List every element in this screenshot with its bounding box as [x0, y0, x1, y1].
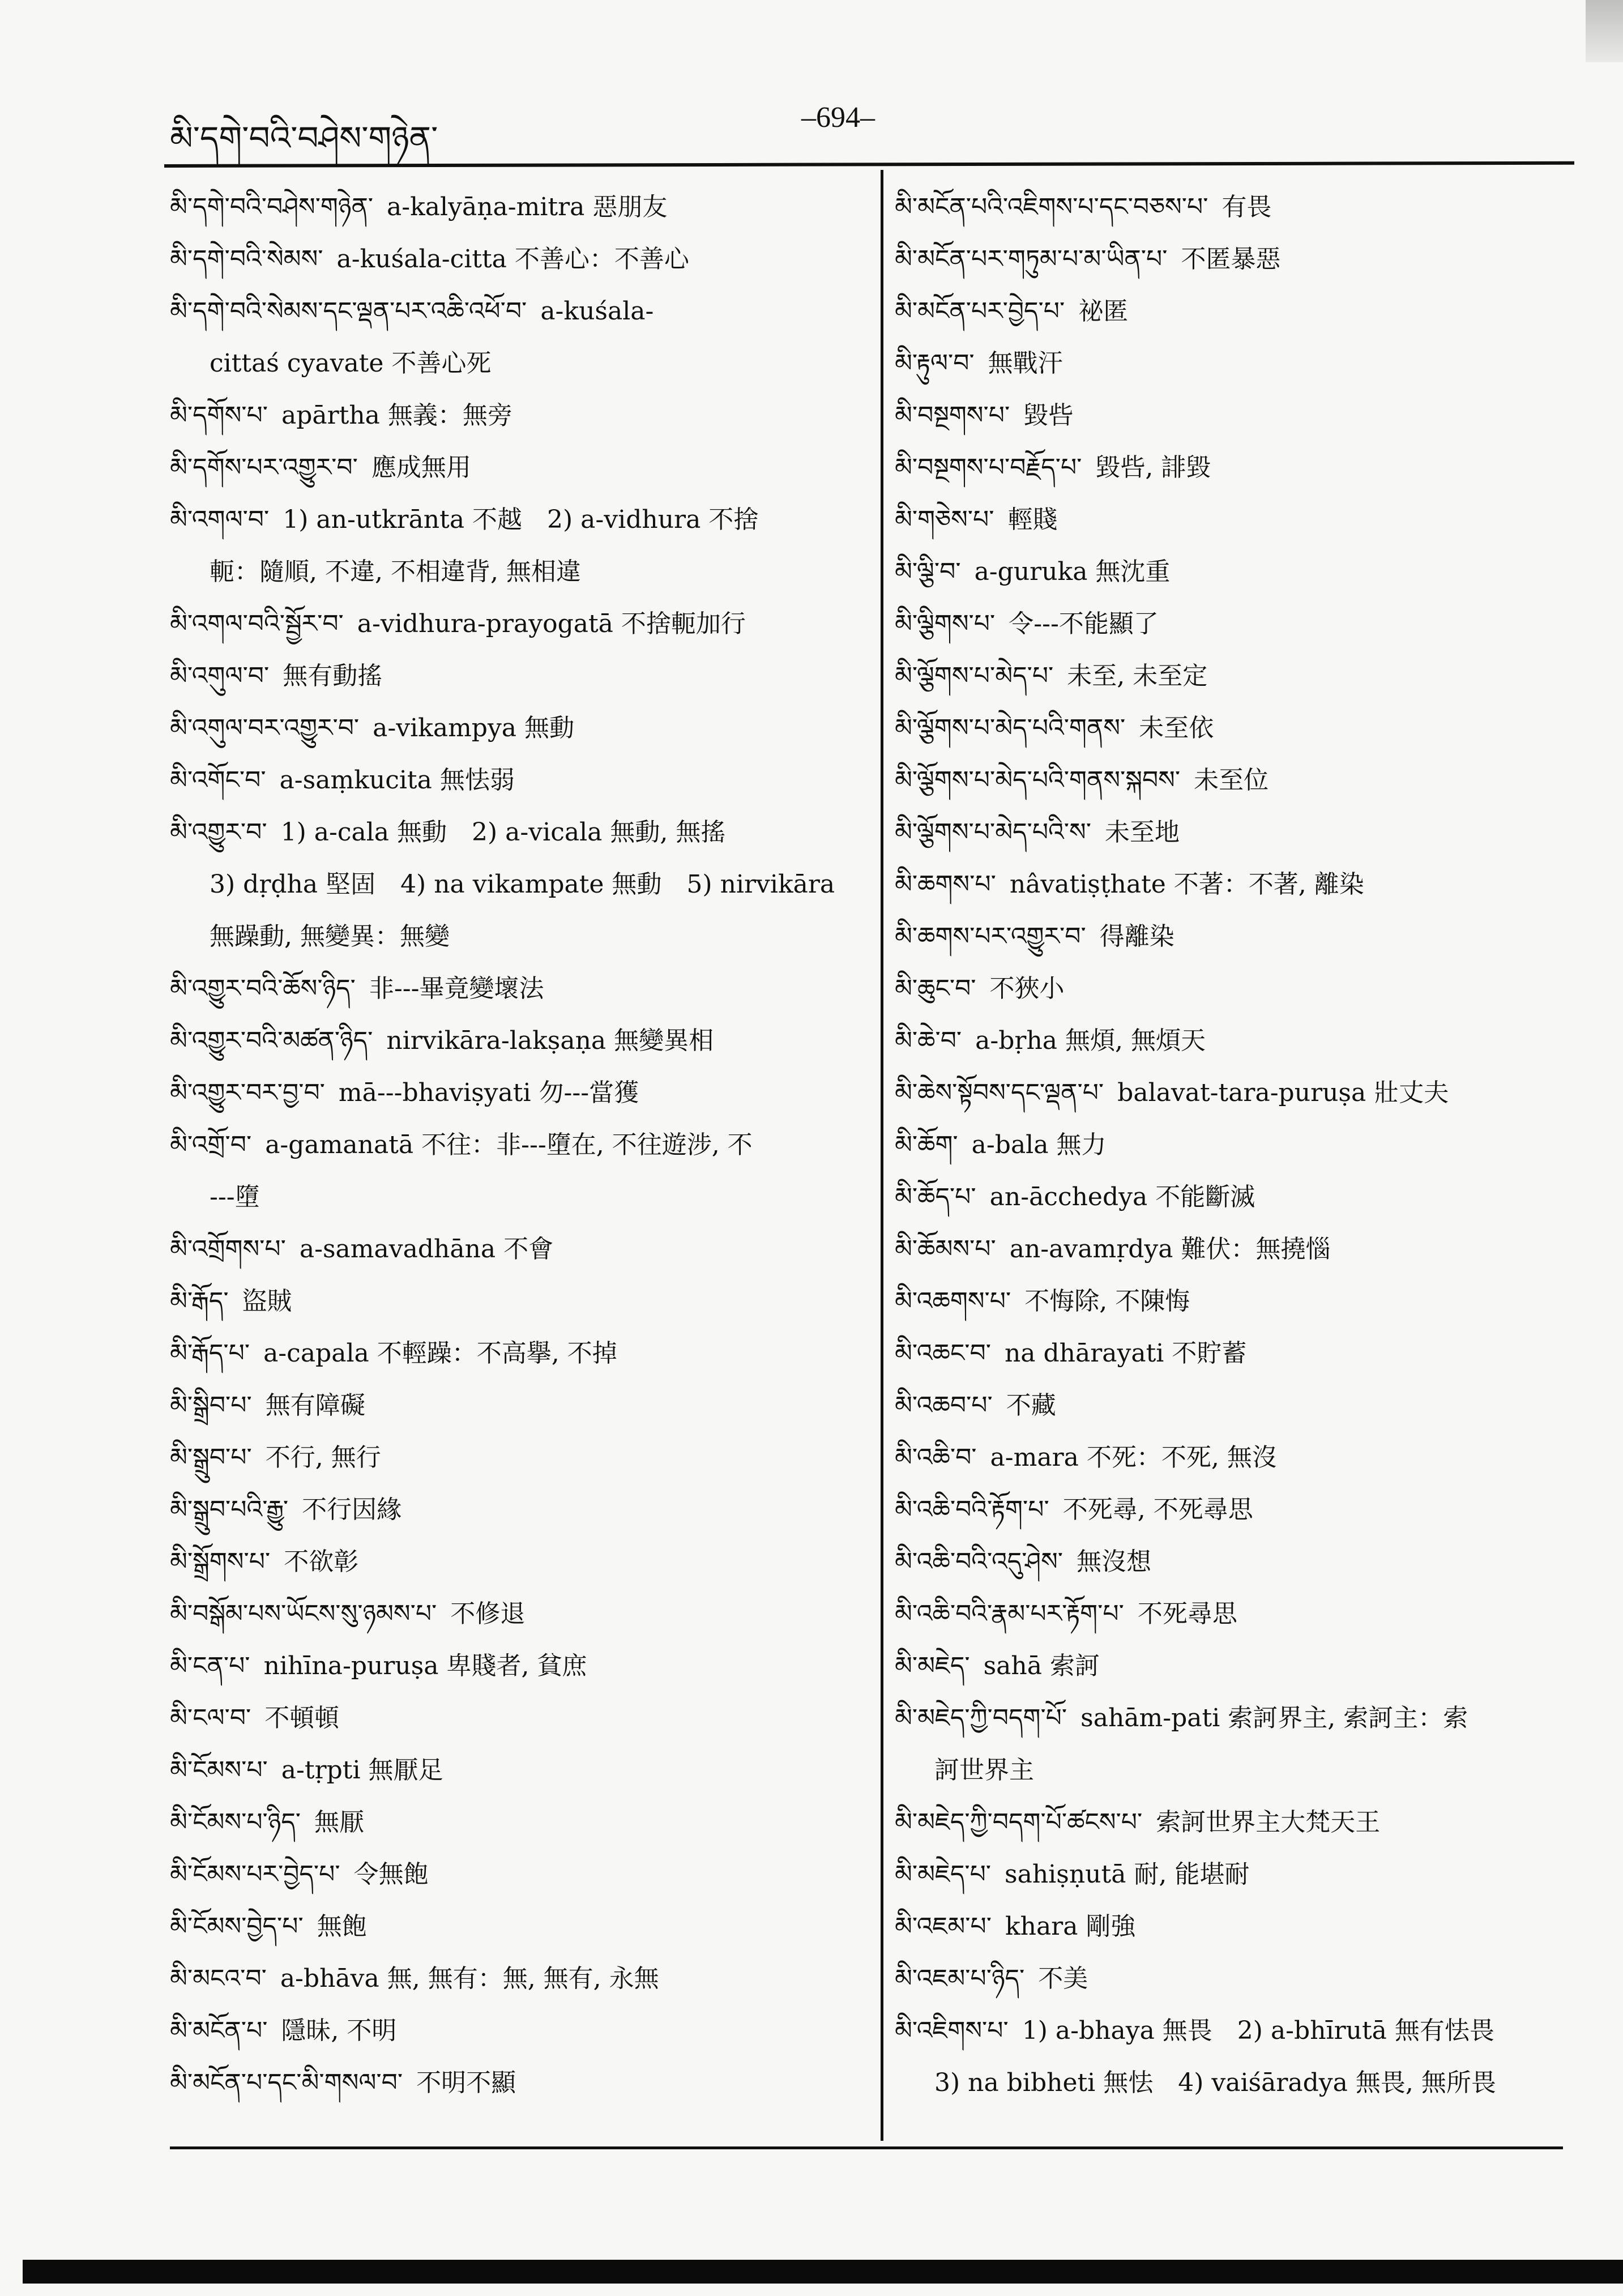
entry-headword: མི་འཆི་བའི་འདུ་ཤེས་ — [895, 1547, 1064, 1576]
dictionary-entry — [170, 2057, 866, 2109]
entry-definition: 不頓頓 — [264, 1704, 340, 1732]
entry-headword: མི་མངོན་པར་གཏུམ་པ་མ་ཡིན་པ་ — [895, 245, 1168, 274]
dictionary-entry — [170, 1067, 866, 1119]
dictionary-entry — [895, 233, 1591, 285]
dictionary-entry — [170, 1640, 866, 1692]
dictionary-entry-continuation — [170, 338, 866, 390]
dictionary-entry — [895, 390, 1591, 442]
dictionary-entry — [895, 598, 1591, 650]
dictionary-entry — [170, 1901, 866, 1953]
entry-definition: nirvikāra-lakṣaṇa 無變異相 — [386, 1026, 714, 1055]
entry-definition: a-kuśala- — [540, 297, 654, 326]
entry-definition: 不匿暴惡 — [1181, 245, 1281, 274]
entry-headword: མི་འགུལ་བ་ — [170, 662, 270, 690]
dictionary-entry — [895, 1536, 1591, 1588]
dictionary-entry — [895, 702, 1591, 754]
entry-definition: cittaś cyavate 不善心死 — [210, 349, 492, 378]
entry-headword: མི་སྒྲུབ་པའི་རྒྱུ་ — [170, 1495, 289, 1524]
entry-headword: མི་འགྲོ་བ་ — [170, 1130, 252, 1159]
entry-definition: 不欲彰 — [284, 1547, 359, 1576]
entry-headword: མི་སྒྲིབ་པ་ — [170, 1391, 252, 1420]
dictionary-entry — [170, 1796, 866, 1849]
dictionary-entry — [895, 806, 1591, 859]
dictionary-entry-continuation — [895, 1744, 1591, 1796]
entry-headword: མི་མཇེད་ཀྱི་བདག་པོ་ཚངས་པ་ — [895, 1808, 1143, 1837]
entry-definition: 不行, 無行 — [265, 1443, 381, 1472]
dictionary-entry-continuation — [170, 911, 866, 963]
dictionary-entry — [895, 1223, 1591, 1275]
entry-definition: a-vikampya 無動 — [373, 714, 575, 742]
dictionary-entry — [895, 494, 1591, 546]
entry-definition: sahām-pati 索訶界主, 索訶主：索 — [1080, 1704, 1468, 1732]
dictionary-entry — [170, 1275, 866, 1328]
entry-definition: 不明不顯 — [416, 2068, 516, 2097]
entry-headword: མི་ཆགས་པར་འགྱུར་བ་ — [895, 922, 1086, 951]
entry-headword: མི་དགེ་བའི་བཤེས་གཉེན་ — [170, 193, 374, 221]
entry-definition: 毀呰 — [1023, 401, 1074, 430]
column-divider — [881, 170, 883, 2141]
dictionary-entry — [895, 1901, 1591, 1953]
entry-headword: མི་བསྔགས་པ་བརྗོད་པ་ — [895, 453, 1082, 482]
entry-definition: 無有動搖 — [283, 662, 383, 690]
dictionary-entry — [895, 1796, 1591, 1849]
dictionary-entry — [170, 598, 866, 650]
entry-definition: 祕匿 — [1078, 297, 1129, 326]
dictionary-entry-continuation — [895, 2057, 1591, 2109]
entry-headword: མི་དགོས་པར་འགྱུར་བ་ — [170, 453, 358, 482]
entry-headword: མི་ལྕོགས་པ་མེད་པའི་གནས་ — [895, 714, 1126, 742]
entry-definition: 無飽 — [317, 1912, 367, 1941]
dictionary-entry — [170, 1223, 866, 1275]
entry-definition: a-vidhura-prayogatā 不捨軛加行 — [357, 609, 746, 638]
entry-headword: མི་འགལ་བའི་སྦྱོར་བ་ — [170, 609, 344, 638]
dictionary-entry — [895, 338, 1591, 390]
entry-headword: མི་ངོམས་པར་བྱེད་པ་ — [170, 1860, 340, 1889]
dictionary-entry — [895, 1484, 1591, 1536]
dictionary-entry — [170, 963, 866, 1015]
dictionary-entry — [895, 442, 1591, 494]
right-column — [895, 181, 1591, 2109]
dictionary-entry — [895, 1640, 1591, 1692]
dictionary-entry — [895, 1588, 1591, 1640]
entry-headword: མི་དགེ་བའི་སེམས་དང་ལྡན་པར་འཆི་འཕོ་བ་ — [170, 297, 527, 326]
entry-definition: na dhārayati 不貯蓄 — [1004, 1339, 1247, 1368]
entry-headword: མི་ཆུང་བ་ — [895, 974, 976, 1003]
entry-headword: མི་འཆི་བ་ — [895, 1443, 977, 1472]
dictionary-entry — [170, 1432, 866, 1484]
entry-headword: མི་དགོས་པ་ — [170, 401, 268, 430]
entry-definition: a-bṛha 無煩, 無煩天 — [975, 1026, 1206, 1055]
dictionary-entry — [895, 1328, 1591, 1380]
dictionary-entry — [895, 1171, 1591, 1223]
entry-definition: 不狹小 — [989, 974, 1065, 1003]
entry-definition: a-saṃkucita 無怯弱 — [279, 766, 515, 795]
entry-definition: 未至, 未至定 — [1067, 662, 1208, 690]
scan-corner-mark — [1586, 0, 1623, 62]
entry-definition: a-tṛpti 無厭足 — [281, 1756, 443, 1785]
dictionary-entry — [170, 390, 866, 442]
dictionary-entry — [170, 181, 866, 233]
dictionary-entry — [170, 650, 866, 702]
entry-definition: 未至地 — [1104, 818, 1180, 847]
entry-definition: 不行因緣 — [302, 1495, 402, 1524]
entry-headword: མི་མཇེད་ — [895, 1651, 970, 1680]
entry-headword: མི་འཇམ་པ་ཉིད་ — [895, 1964, 1025, 1993]
entry-headword: མི་རྒོད་པ་ — [170, 1339, 250, 1368]
dictionary-entry — [895, 546, 1591, 598]
dictionary-entry-continuation — [170, 1171, 866, 1223]
entry-definition: 軛：隨順, 不違, 不相違背, 無相違 — [210, 557, 581, 586]
entry-definition: nihīna-puruṣa 卑賤者, 貧庶 — [263, 1651, 587, 1680]
scan-edge-bar — [23, 2260, 1623, 2284]
entry-headword: མི་འཇམ་པ་ — [895, 1912, 992, 1941]
entry-headword: མི་མཇེད་ཀྱི་བདག་པོ་ — [895, 1704, 1067, 1732]
entry-headword: མི་མངོན་པའི་འཇིགས་པ་དང་བཅས་པ་ — [895, 193, 1208, 221]
entry-headword: མི་མཇེད་པ་ — [895, 1860, 992, 1889]
entry-definition: 得離染 — [1099, 922, 1174, 951]
entry-definition: 3) na bibheti 無怯 4) vaiśāradya 無畏, 無所畏 — [934, 2068, 1496, 2097]
entry-headword: མི་སྒྲུབ་པ་ — [170, 1443, 252, 1472]
entry-headword: མི་ཆགས་པ་ — [895, 870, 996, 899]
entry-headword: མི་བསྒོམ་པས་ཡོངས་སུ་ཉམས་པ་ — [170, 1599, 437, 1628]
entry-definition: apārtha 無義：無旁 — [281, 401, 512, 430]
entry-headword: མི་འཆགས་པ་ — [895, 1287, 1011, 1316]
entry-headword: མི་ལྕོགས་པ་མེད་པའི་གནས་སྐབས་ — [895, 766, 1181, 795]
dictionary-entry — [170, 442, 866, 494]
entry-headword: མི་མངའ་བ་ — [170, 1964, 267, 1993]
dictionary-entry — [895, 1953, 1591, 2005]
entry-headword: མི་འགུལ་བར་འགྱུར་བ་ — [170, 714, 360, 742]
entry-definition: 未至位 — [1194, 766, 1269, 795]
entry-headword: མི་སྒྲོགས་པ་ — [170, 1547, 271, 1576]
entry-definition: 不悔除, 不陳悔 — [1024, 1287, 1190, 1316]
entry-headword: མི་འགྱུར་བ་ — [170, 818, 267, 847]
entry-headword: མི་ཆོད་པ་ — [895, 1183, 976, 1211]
running-head: མི་དགེ་བའི་བཤེས་གཉེན་ — [170, 119, 438, 157]
dictionary-entry-continuation — [170, 859, 866, 911]
dictionary-entry — [170, 702, 866, 754]
entry-definition: a-capala 不輕躁：不高擧, 不掉 — [263, 1339, 617, 1368]
dictionary-entry — [170, 1744, 866, 1796]
entry-definition: 未至依 — [1139, 714, 1214, 742]
footer-rule — [170, 2146, 1563, 2149]
dictionary-entry — [170, 1119, 866, 1171]
dictionary-entry — [895, 1849, 1591, 1901]
entry-definition: 非---畢竟變壞法 — [369, 974, 544, 1003]
dictionary-entry — [170, 233, 866, 285]
dictionary-entry — [895, 859, 1591, 911]
dictionary-entry — [895, 1119, 1591, 1171]
entry-definition: 不死尋, 不死尋思 — [1062, 1495, 1253, 1524]
dictionary-entry — [170, 1953, 866, 2005]
entry-headword: མི་ལྕོགས་པ་མེད་པའི་ས་ — [895, 818, 1091, 847]
entry-headword: མི་ཆེས་སྟོབས་དང་ལྡན་པ་ — [895, 1078, 1104, 1107]
dictionary-entry — [170, 1380, 866, 1432]
entry-definition: a-bala 無力 — [971, 1130, 1107, 1159]
entry-headword: མི་འཆི་བའི་རྟོག་པ་ — [895, 1495, 1049, 1524]
dictionary-entry — [895, 1692, 1591, 1744]
dictionary-entry-continuation — [170, 546, 866, 598]
entry-headword: མི་འགྱུར་བའི་མཚན་ཉིད་ — [170, 1026, 373, 1055]
dictionary-entry — [170, 2005, 866, 2057]
entry-headword: མི་བསྔགས་པ་ — [895, 401, 1010, 430]
entry-definition: an-avamṛdya 難伏：無撓惱 — [1009, 1235, 1331, 1264]
entry-definition: 訶世界主 — [934, 1756, 1034, 1785]
entry-headword: མི་ངོམས་པ་ཉིད་ — [170, 1808, 301, 1837]
entry-definition: 無戰汗 — [988, 349, 1063, 378]
entry-definition: 無有障礙 — [265, 1391, 365, 1420]
dictionary-entry — [170, 1692, 866, 1744]
entry-definition: sahiṣṇutā 耐, 能堪耐 — [1005, 1860, 1250, 1889]
entry-headword: མི་གཅེས་པ་ — [895, 505, 994, 534]
entry-definition: 無厭 — [314, 1808, 365, 1837]
entry-definition: mā---bhaviṣyati 勿---當獲 — [338, 1078, 639, 1107]
entry-definition: 盜賊 — [242, 1287, 292, 1316]
entry-definition: a-kuśala-citta 不善心：不善心 — [336, 245, 689, 274]
entry-headword: མི་འཇིགས་པ་ — [895, 2016, 1009, 2045]
entry-definition: sahā 索訶 — [983, 1651, 1100, 1680]
dictionary-entry — [170, 754, 866, 806]
dictionary-entry — [895, 1432, 1591, 1484]
entry-headword: མི་ངོམས་པ་ — [170, 1756, 268, 1785]
entry-definition: balavat-tara-puruṣa 壯丈夫 — [1117, 1078, 1449, 1107]
entry-definition: an-ācchedya 不能斷滅 — [989, 1183, 1255, 1211]
entry-headword: མི་འཆབ་པ་ — [895, 1391, 993, 1420]
entry-headword: མི་ངལ་བ་ — [170, 1704, 251, 1732]
dictionary-entry — [170, 1849, 866, 1901]
entry-definition: 索訶世界主大梵天王 — [1156, 1808, 1381, 1837]
entry-headword: མི་མངོན་པར་བྱེད་པ་ — [895, 297, 1065, 326]
entry-definition: 不修退 — [450, 1599, 526, 1628]
entry-headword: མི་མངོན་པ་ — [170, 2016, 268, 2045]
entry-definition: a-bhāva 無, 無有：無, 無有, 永無 — [280, 1964, 659, 1993]
entry-definition: 隱昧, 不明 — [281, 2016, 397, 2045]
entry-headword: མི་ལྕོགས་པ་མེད་པ་ — [895, 662, 1054, 690]
dictionary-entry — [170, 1015, 866, 1067]
entry-definition: 無躁動, 無變異：無變 — [210, 922, 450, 951]
entry-headword: མི་ཆོག་ — [895, 1130, 958, 1159]
dictionary-entry — [895, 1015, 1591, 1067]
entry-definition: 有畏 — [1221, 193, 1272, 221]
entry-headword: མི་རྟུལ་བ་ — [895, 349, 975, 378]
entry-definition: 應成無用 — [371, 453, 471, 482]
entry-headword: མི་དགེ་བའི་སེམས་ — [170, 245, 323, 274]
entry-headword: མི་ཆོམས་པ་ — [895, 1235, 996, 1264]
dictionary-entry — [170, 806, 866, 859]
entry-headword: མི་འགྱུར་བའི་ཆོས་ཉིད་ — [170, 974, 356, 1003]
page-number: –694– — [801, 101, 875, 134]
dictionary-entry — [170, 1536, 866, 1588]
dictionary-entry — [895, 285, 1591, 338]
entry-definition: 不死尋思 — [1137, 1599, 1237, 1628]
dictionary-entry — [895, 1067, 1591, 1119]
entry-definition: a-gamanatā 不往：非---墮在, 不往遊涉, 不 — [265, 1130, 753, 1159]
dictionary-entry — [170, 285, 866, 338]
entry-headword: མི་འཆང་བ་ — [895, 1339, 991, 1368]
entry-definition: nâvatiṣṭhate 不著：不著, 離染 — [1009, 870, 1364, 899]
dictionary-entry — [895, 181, 1591, 233]
entry-headword: མི་འགྱུར་བར་བྱ་བ་ — [170, 1078, 325, 1107]
entry-headword: མི་འགྲོགས་པ་ — [170, 1235, 286, 1264]
dictionary-entry — [895, 1275, 1591, 1328]
dictionary-entry — [170, 1588, 866, 1640]
entry-headword: མི་རྒོད་ — [170, 1287, 229, 1316]
dictionary-entry — [170, 494, 866, 546]
dictionary-entry — [895, 2005, 1591, 2057]
dictionary-entry — [895, 754, 1591, 806]
entry-headword: མི་ཆེ་བ་ — [895, 1026, 962, 1055]
entry-definition: 1) a-cala 無動 2) a-vicala 無動, 無搖 — [280, 818, 726, 847]
dictionary-entry — [895, 1380, 1591, 1432]
entry-definition: 3) dṛḍha 堅固 4) na vikampate 無動 5) nirvikāra — [210, 870, 835, 899]
entry-definition: a-mara 不死：不死, 無沒 — [990, 1443, 1277, 1472]
entry-headword: མི་ལྕིགས་པ་ — [895, 609, 996, 638]
entry-definition: a-guruka 無沈重 — [974, 557, 1171, 586]
left-column — [170, 181, 866, 2109]
entry-definition: 令---不能顯了 — [1009, 609, 1159, 638]
entry-definition: khara 剛強 — [1005, 1912, 1136, 1941]
dictionary-entry — [895, 963, 1591, 1015]
entry-definition: 不藏 — [1006, 1391, 1056, 1420]
entry-definition: a-kalyāṇa-mitra 惡朋友 — [387, 193, 668, 221]
entry-definition: ---墮 — [210, 1183, 260, 1211]
entry-headword: མི་ངན་པ་ — [170, 1651, 250, 1680]
dictionary-entry — [170, 1484, 866, 1536]
entry-headword: མི་མངོན་པ་དང་མི་གསལ་བ་ — [170, 2068, 403, 2097]
entry-definition: 1) a-bhaya 無畏 2) a-bhīrutā 無有怯畏 — [1022, 2016, 1494, 2045]
entry-headword: མི་ངོམས་བྱེད་པ་ — [170, 1912, 304, 1941]
entry-definition: 輕賤 — [1007, 505, 1058, 534]
entry-headword: མི་འཆི་བའི་རྣམ་པར་རྟོག་པ་ — [895, 1599, 1124, 1628]
entry-definition: a-samavadhāna 不會 — [299, 1235, 554, 1264]
entry-headword: མི་འགོང་བ་ — [170, 766, 266, 795]
entry-definition: 令無飽 — [353, 1860, 429, 1889]
dictionary-entry — [895, 911, 1591, 963]
entry-headword: མི་འགལ་བ་ — [170, 505, 270, 534]
entry-definition: 1) an-utkrānta 不越 2) a-vidhura 不捨 — [283, 505, 759, 534]
dictionary-entry — [170, 1328, 866, 1380]
entry-definition: 不美 — [1038, 1964, 1088, 1993]
entry-definition: 毀呰, 誹毀 — [1095, 453, 1211, 482]
entry-headword: མི་ལྕི་བ་ — [895, 557, 961, 586]
entry-definition: 無沒想 — [1077, 1547, 1152, 1576]
dictionary-entry — [895, 650, 1591, 702]
